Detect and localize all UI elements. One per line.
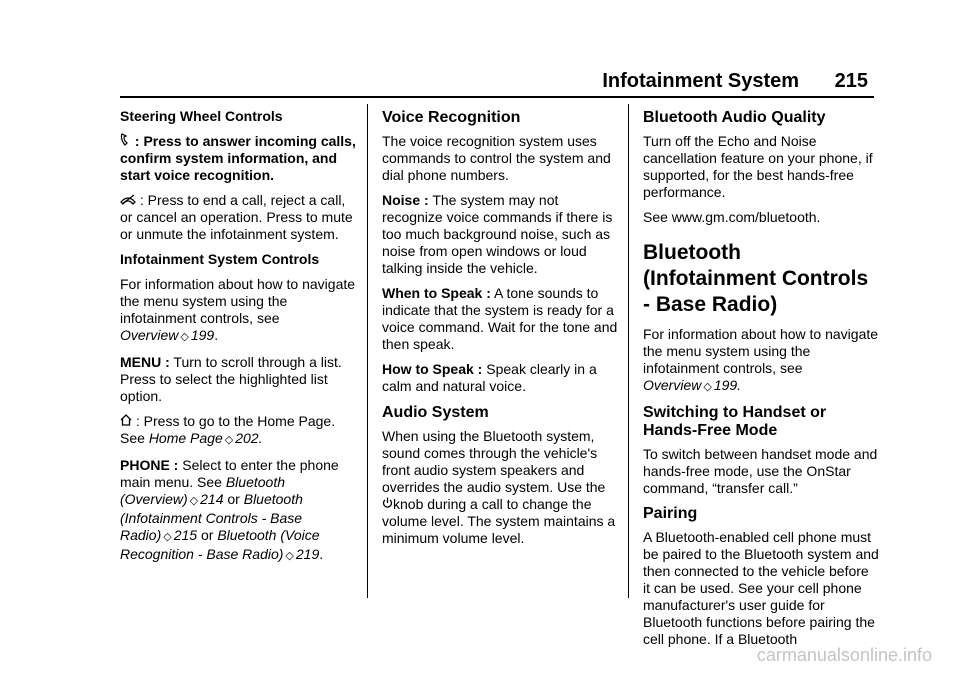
menu-text: Turn to scroll through a list. Press to select the highlighted list option. — [120, 354, 342, 404]
how-paragraph — [382, 361, 618, 395]
column-divider-1 — [367, 104, 368, 598]
or-1: or — [223, 491, 244, 507]
phone-ref-3-page[interactable]: 219 — [295, 546, 320, 562]
bt-text: For information about how to navigate the menu system using the infotainment controls, see — [643, 326, 879, 376]
end-text: : Press to end a call, reject a call, or cancel an operation. Press to mute or unmute the infotainment system. — [120, 192, 353, 242]
quality-url[interactable]: See www.gm.com/bluetooth. — [643, 209, 821, 225]
column-divider-2 — [628, 104, 629, 598]
pairing-heading: Pairing — [643, 505, 698, 522]
home-text: : Press to go to the Home Page. See — [120, 413, 336, 446]
home-icon — [120, 413, 132, 429]
page-reference-arrow-icon: ◇ — [224, 434, 234, 446]
phone-paragraph: PHONE : Select to enter the phone main menu. See Bluetooth (Overview) ◇ 214 or Bluetooth (Infotainment Controls - Base Radio) ◇ 215 or Bluetooth (Voice Recognition - Base Radio) ◇ 219. — [120, 457, 339, 562]
voice-heading: Voice Recognition — [382, 109, 521, 126]
bt-paragraph — [643, 326, 879, 396]
noise-paragraph — [382, 192, 618, 277]
page-reference-arrow-icon: ◇ — [703, 381, 712, 393]
audio-paragraph — [382, 428, 618, 547]
phone-ref-2[interactable]: Bluetooth (Infotainment Controls - Base Radio) — [120, 491, 303, 543]
phone-text: Select to enter the phone main menu. See — [120, 457, 339, 490]
column-2 — [382, 108, 618, 555]
phone-answer-icon — [120, 133, 131, 149]
info-ref[interactable]: Overview — [120, 327, 179, 343]
info-paragraph: For information about how to navigate the menu system using the infotainment controls, see Overview ◇ 199. — [120, 276, 356, 343]
bt-heading: Bluetooth (Infotainment Controls - Base Radio) — [643, 241, 869, 316]
section-title: Infotainment System — [602, 70, 800, 92]
phone-ref-3[interactable]: Bluetooth (Voice Recognition - Base Radio) — [120, 527, 320, 562]
bt-ref-page[interactable]: 199. — [713, 377, 742, 393]
page-header — [602, 70, 868, 93]
audio-heading: Audio System — [382, 404, 489, 421]
bt-ref[interactable]: Overview — [643, 377, 702, 393]
answer-paragraph — [120, 133, 356, 184]
answer-text: : Press to answer incoming calls, confirm system information, and start voice recognition. — [120, 133, 356, 183]
info-text: For information about how to navigate the menu system using the infotainment controls, see — [120, 276, 356, 326]
phone-ref-2-page[interactable]: 215 — [173, 527, 198, 543]
header-rule — [120, 96, 874, 98]
page-reference-arrow-icon: ◇ — [189, 495, 199, 507]
steering-heading: Steering Wheel Controls — [120, 108, 283, 124]
when-text: A tone sounds to indicate that the system is ready for a voice command. Wait for the tone and then speak. — [382, 285, 618, 352]
noise-term: Noise : — [382, 192, 429, 208]
watermark: carmanualsonline.info — [756, 645, 932, 665]
page-reference-arrow-icon: ◇ — [163, 531, 172, 543]
home-ref-page[interactable]: 202. — [235, 430, 263, 446]
phone-ref-1-page[interactable]: 214 — [200, 491, 224, 507]
how-term: How to Speak : — [382, 361, 483, 377]
home-ref[interactable]: Home Page — [148, 430, 223, 446]
phone-ref-1[interactable]: Bluetooth (Overview) — [120, 474, 286, 507]
when-paragraph — [382, 285, 618, 353]
phone-end-icon — [120, 192, 136, 208]
power-knob-icon — [382, 496, 393, 512]
how-text: Speak clearly in a calm and natural voice. — [382, 361, 597, 394]
page-reference-arrow-icon: ◇ — [285, 550, 294, 562]
switch-heading: Switching to Handset or Hands-Free Mode — [643, 404, 827, 439]
info-ref-page[interactable]: 199 — [190, 327, 215, 343]
column-3 — [643, 108, 879, 656]
when-term: When to Speak : — [382, 285, 491, 301]
or-2: or — [197, 527, 218, 543]
page-number: 215 — [834, 70, 868, 92]
noise-text: The system may not recognize voice commands if there is too much background noise, such as noise from open windows or loud talking inside the vehicle. — [382, 192, 613, 276]
menu-paragraph — [120, 354, 356, 405]
audio-text-a: When using the Bluetooth system, sound comes through the vehicle's front audio system speakers and overrides the audio system. Use the — [382, 428, 606, 495]
switch-text: To switch between handset mode and hands-free mode, use the OnStar command, “transfer call.” — [643, 446, 878, 496]
quality-heading: Bluetooth Audio Quality — [643, 109, 826, 126]
voice-text: The voice recognition system uses commands to control the system and dial phone numbers. — [382, 133, 611, 183]
column-1 — [120, 108, 356, 573]
page-reference-arrow-icon: ◇ — [180, 331, 189, 343]
end-paragraph — [120, 192, 356, 243]
quality-text: Turn off the Echo and Noise cancellation feature on your phone, if supported, for the best hands-free performance. — [643, 133, 873, 200]
controls-heading: Infotainment System Controls — [120, 251, 320, 267]
audio-text-b: knob during a call to change the volume level. The system maintains a minimum volume level. — [382, 496, 616, 546]
menu-term: MENU : — [120, 354, 170, 370]
pairing-text: A Bluetooth-enabled cell phone must be paired to the Bluetooth system and then connected to the vehicle before it can be used. See your cell phone manufacturer's user guide for Bluetooth functions before pairing the cell phone. If a Bluetooth — [643, 529, 879, 647]
phone-term: PHONE : — [120, 457, 179, 473]
home-paragraph — [120, 413, 356, 449]
